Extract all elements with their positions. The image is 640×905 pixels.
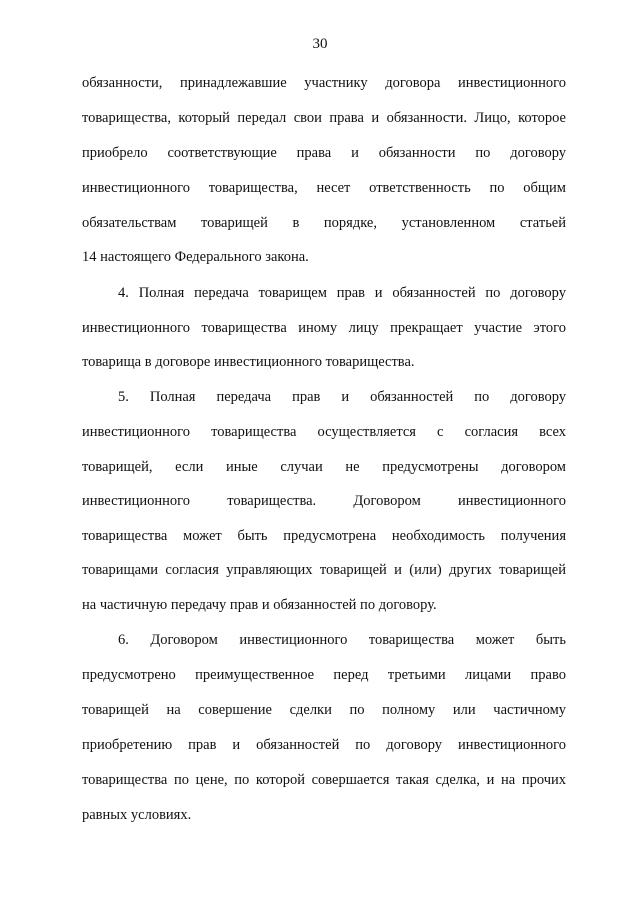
text-line: товарищами согласия управляющих товарищей и (или) других товарищей	[82, 562, 566, 578]
text-line: товарищей, если иные случаи не предусмотрены договором	[82, 459, 566, 475]
text-line: инвестиционного товарищества, несет ответственность по общим	[82, 180, 566, 196]
paragraph-4-first-line: 4. Полная передача товарищем прав и обязанностей по договору	[118, 285, 566, 301]
text-line: 14 настоящего Федерального закона.	[82, 249, 309, 265]
text-line: товарищества, который передал свои права и обязанности. Лицо, которое	[82, 110, 566, 126]
text-line: товарищей на совершение сделки по полному или частичному	[82, 702, 566, 718]
text-line: товарищества может быть предусмотрена необходимость получения	[82, 528, 566, 544]
text-line: обязанности, принадлежавшие участнику договора инвестиционного	[82, 75, 566, 91]
text-line: предусмотрено преимущественное перед третьими лицами право	[82, 667, 566, 683]
text-line: инвестиционного товарищества. Договором инвестиционного	[82, 493, 566, 509]
paragraph-6-first-line: 6. Договором инвестиционного товарищества может быть	[118, 632, 566, 648]
page-number: 30	[312, 36, 328, 52]
text-line: на частичную передачу прав и обязанностей по договору.	[82, 597, 437, 613]
text-line: товарища в договоре инвестиционного товарищества.	[82, 354, 415, 370]
text-line: инвестиционного товарищества осуществляется с согласия всех	[82, 424, 566, 440]
text-line: инвестиционного товарищества иному лицу прекращает участие этого	[82, 320, 566, 336]
paragraph-5-first-line: 5. Полная передача прав и обязанностей по договору	[118, 389, 566, 405]
text-line: приобретению прав и обязанностей по договору инвестиционного	[82, 737, 566, 753]
text-line: товарищества по цене, по которой совершается такая сделка, и на прочих	[82, 772, 566, 788]
text-line: обязательствам товарищей в порядке, установленном статьей	[82, 215, 566, 231]
text-line: приобрело соответствующие права и обязанности по договору	[82, 145, 566, 161]
text-line: равных условиях.	[82, 807, 192, 823]
